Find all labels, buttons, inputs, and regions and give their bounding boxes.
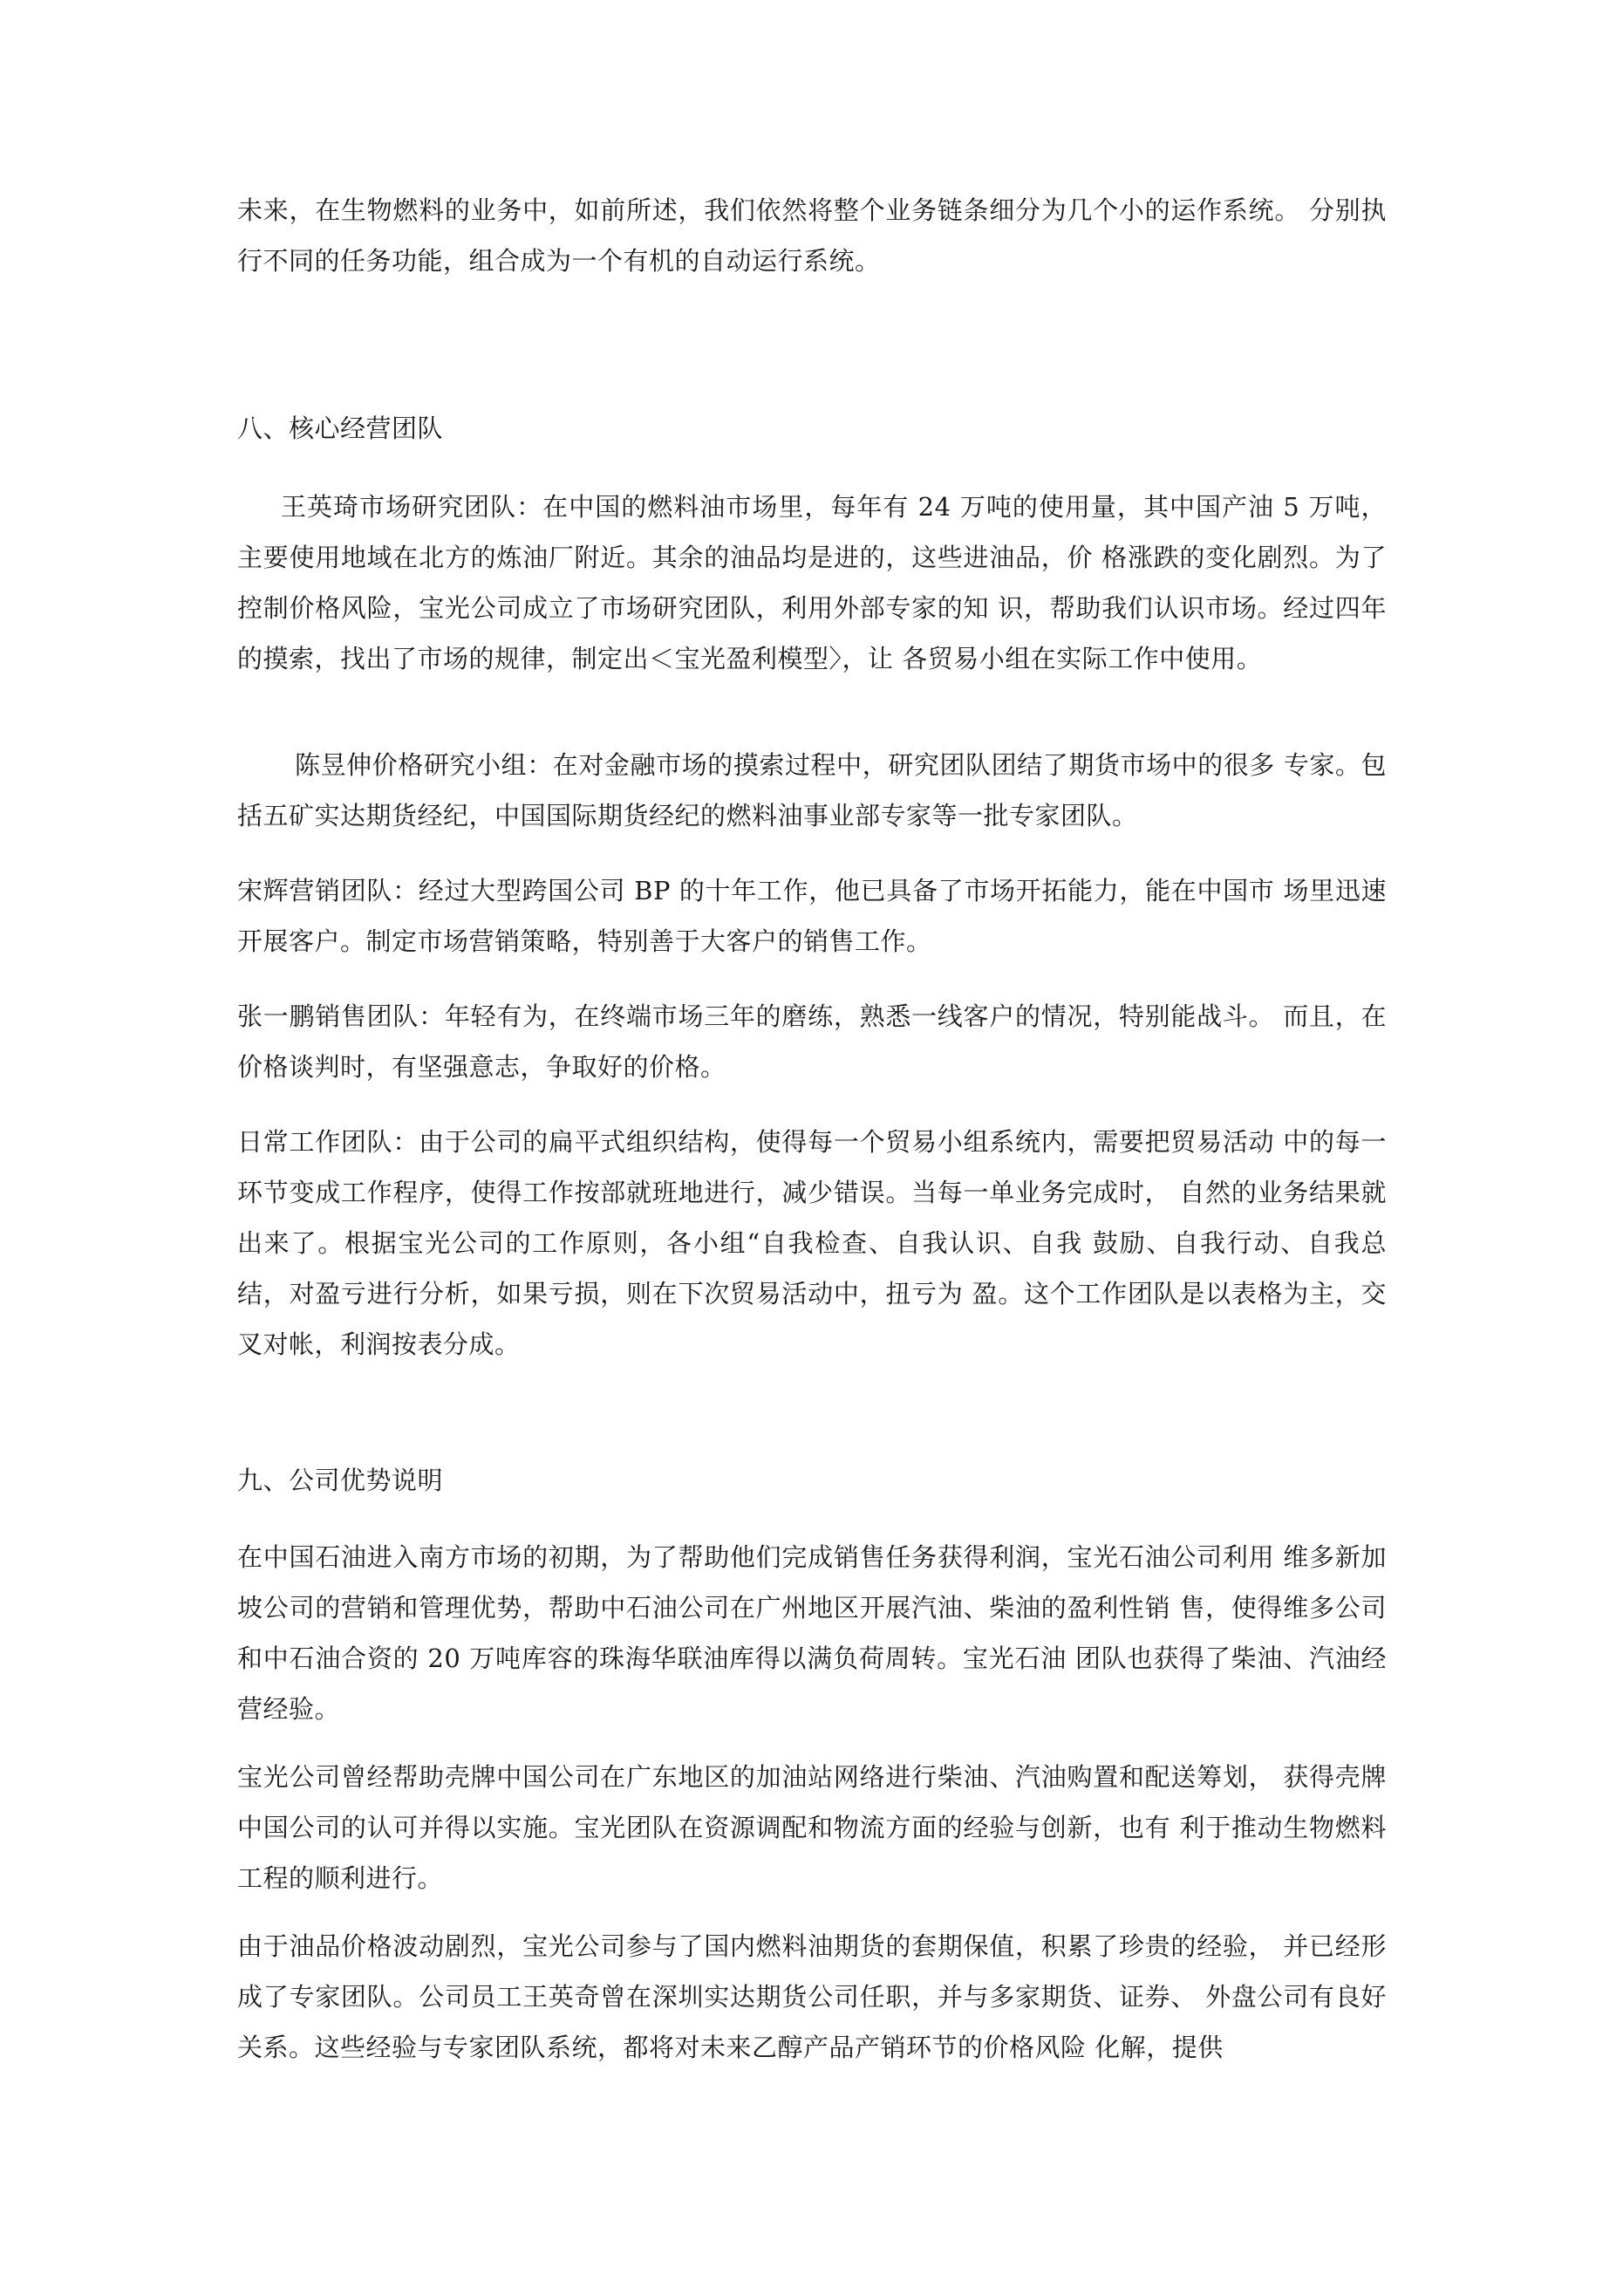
advantage-paragraph-futures: 由于油品价格波动剧烈，宝光公司参与了国内燃料油期货的套期保值，积累了珍贵的经验， 并已经形成了专家团队。公司员工王英奇曾在深圳实达期货公司任职，并与多家期货、证券、 外盘公司有良好关系。这些经验与专家团队系统，都将对未来乙醇产品产销环节的价格风险 化解，提供: [237, 1931, 1387, 2062]
intro-paragraph: 未来，在生物燃料的业务中，如前所述，我们依然将整个业务链条细分为几个小的运作系统。 分别执行不同的任务功能，组合成为一个有机的自动运行系统。: [237, 195, 1387, 276]
advantage-paragraph-petrochina: 在中国石油进入南方市场的初期，为了帮助他们完成销售任务获得利润，宝光石油公司利用 维多新加坡公司的营销和管理优势，帮助中石油公司在广州地区开展汽油、柴油的盈利性销 售，使得维多公司和中石油合资的 20 万吨库容的珠海华联油库得以满负荷周转。宝光石油 团队也获得了柴油、汽油经营经验。: [237, 1542, 1387, 1724]
team-paragraph-market-research: 王英琦市场研究团队：在中国的燃料油市场里，每年有 24 万吨的使用量，其中国产油 5 万吨，主要使用地域在北方的炼油厂附近。其余的油品均是进的，这些进油品，价 格涨跌的变化剧烈。为了控制价格风险，宝光公司成立了市场研究团队，利用外部专家的知 识，帮助我们认识市场。经过四年的摸索，找出了市场的规律，制定出＜宝光盈利模型〉，让 各贸易小组在实际工作中使用。: [237, 492, 1387, 673]
section-8-heading: 八、核心经营团队: [237, 413, 444, 443]
team-paragraph-daily-operations: 日常工作团队：由于公司的扁平式组织结构，使得每一个贸易小组系统内，需要把贸易活动 中的每一环节变成工作程序，使得工作按部就班地进行，减少错误。当每一单业务完成时， 自然的业务结果就出来了。根据宝光公司的工作原则，各小组“自我检查、自我认识、自我 鼓励、自我行动、自我总结，对盈亏进行分析，如果亏损，则在下次贸易活动中，扭亏为 盈。这个工作团队是以表格为主，交叉对帐，利润按表分成。: [237, 1127, 1387, 1359]
section-9-heading: 九、公司优势说明: [237, 1466, 444, 1495]
team-paragraph-marketing: 宋辉营销团队：经过大型跨国公司 BP 的十年工作，他已具备了市场开拓能力，能在中国市 场里迅速开展客户。制定市场营销策略，特别善于大客户的销售工作。: [237, 876, 1387, 956]
advantage-paragraph-shell: 宝光公司曾经帮助壳牌中国公司在广东地区的加油站网络进行柴油、汽油购置和配送筹划， 获得壳牌中国公司的认可并得以实施。宝光团队在资源调配和物流方面的经验与创新，也有 利于推动生物燃料工程的顺利进行。: [237, 1762, 1387, 1893]
team-paragraph-sales: 张一鹏销售团队：年轻有为，在终端市场三年的磨练，熟悉一线客户的情况，特别能战斗。 而且，在价格谈判时，有坚强意志，争取好的价格。: [237, 1001, 1387, 1082]
team-paragraph-price-research: 陈昱伸价格研究小组：在对金融市场的摸索过程中，研究团队团结了期货市场中的很多 专家。包括五矿实达期货经纪，中国国际期货经纪的燃料油事业部专家等一批专家团队。: [237, 750, 1387, 830]
